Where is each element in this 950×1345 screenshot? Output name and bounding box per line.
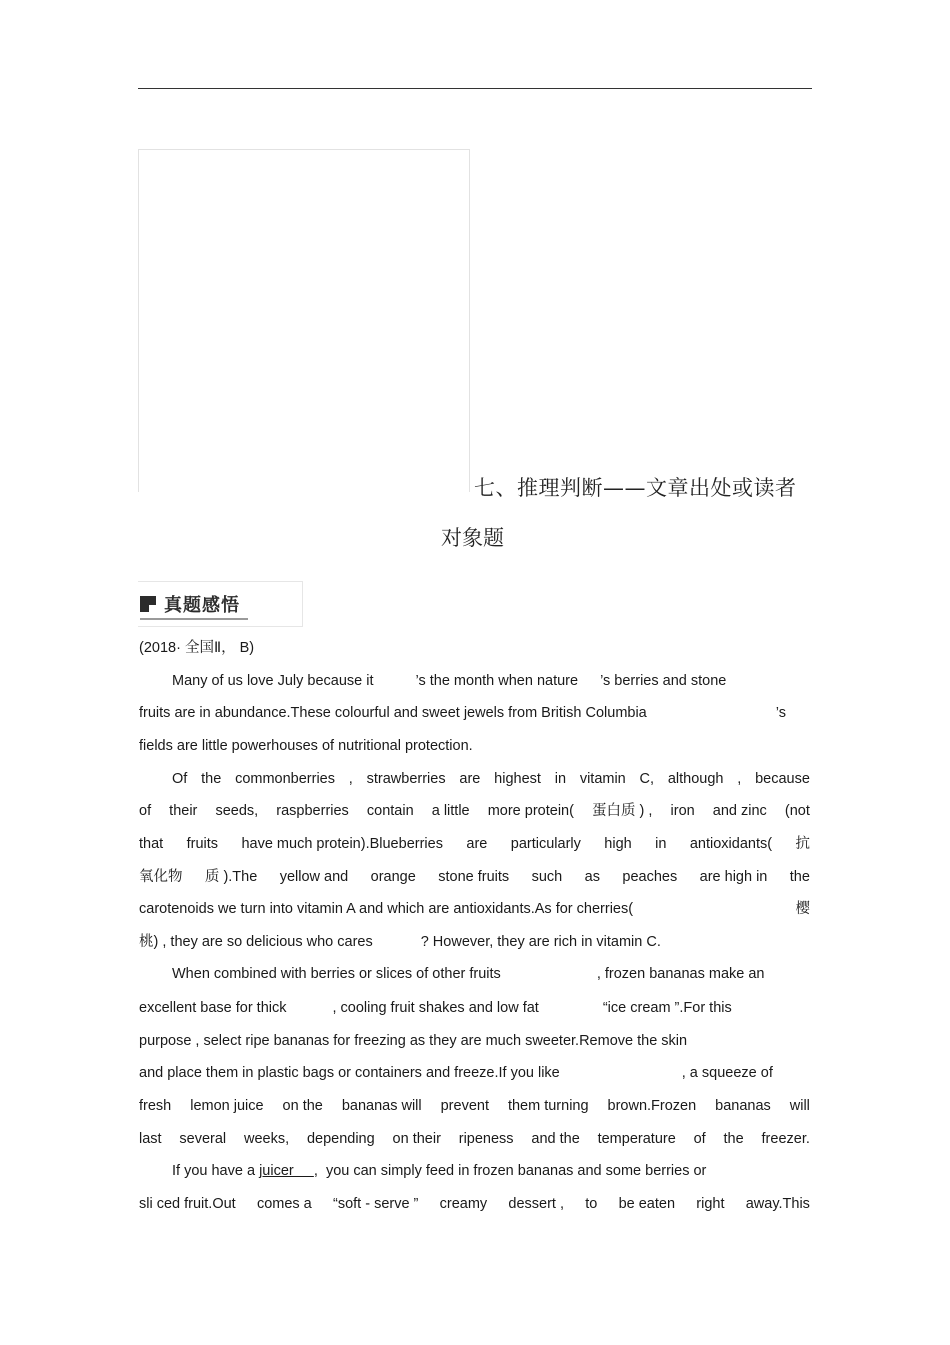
- section-badge: [140, 590, 248, 620]
- underlined-word: juicer: [259, 1163, 314, 1179]
- passage-line: 氧化物 质 ).The yellow and orange stone fruits such as peaches are high in the: [139, 869, 810, 885]
- passage-line: excellent base for thick , cooling fruit shakes and low fat “ice cream ”.For this: [139, 1000, 732, 1016]
- passage-line: fruits are in abundance.These colourful and sweet jewels from British Columbia ’s: [139, 705, 786, 721]
- passage-line: last several weeks, depending on their ripeness and the temperature of the freezer.: [139, 1131, 810, 1147]
- passage-line: If you have a juicer , you can simply feed in frozen bananas and some berries or: [172, 1163, 707, 1179]
- passage-line: 桃) , they are so delicious who cares ? However, they are rich in vitamin C.: [139, 934, 661, 950]
- section-title-continued: 对象题: [441, 526, 504, 550]
- passage-line: that fruits have much protein).Blueberries are particularly high in antioxidants( 抗: [139, 836, 810, 852]
- passage-line: carotenoids we turn into vitamin A and which are antioxidants.As for cherries( 樱: [139, 901, 810, 917]
- passage-line: purpose , select ripe bananas for freezing as they are much sweeter.Remove the skin: [139, 1033, 688, 1049]
- passage-line: When combined with berries or slices of other fruits , frozen bananas make an: [172, 966, 765, 982]
- passage-line: Of the commonberries , strawberries are highest in vitamin C, although , because: [172, 771, 810, 787]
- passage-line: fresh lemon juice on the bananas will prevent them turning brown.Frozen bananas will: [139, 1098, 810, 1114]
- passage-line: Many of us love July because it ’s the month when nature ’s berries and stone: [172, 673, 727, 689]
- passage-line: sli ced fruit.Out comes a “soft - serve ” creamy dessert , to be eaten right away.This: [139, 1196, 810, 1212]
- passage-line: and place them in plastic bags or containers and freeze.If you like , a squeeze of: [139, 1065, 773, 1081]
- image-placeholder: [138, 149, 470, 492]
- section-title: 七、推理判断——文章出处或读者: [474, 476, 797, 500]
- source-line: (2018· 全国Ⅱ， B): [139, 640, 255, 656]
- badge-label: 真题感悟: [164, 595, 240, 616]
- header-rule: [138, 88, 812, 89]
- passage-line: fields are little powerhouses of nutritional protection.: [139, 738, 473, 754]
- passage-line: of their seeds, raspberries contain a little more protein( 蛋白质 ) , iron and zinc (not: [139, 803, 810, 819]
- square-corner-icon: [140, 596, 156, 612]
